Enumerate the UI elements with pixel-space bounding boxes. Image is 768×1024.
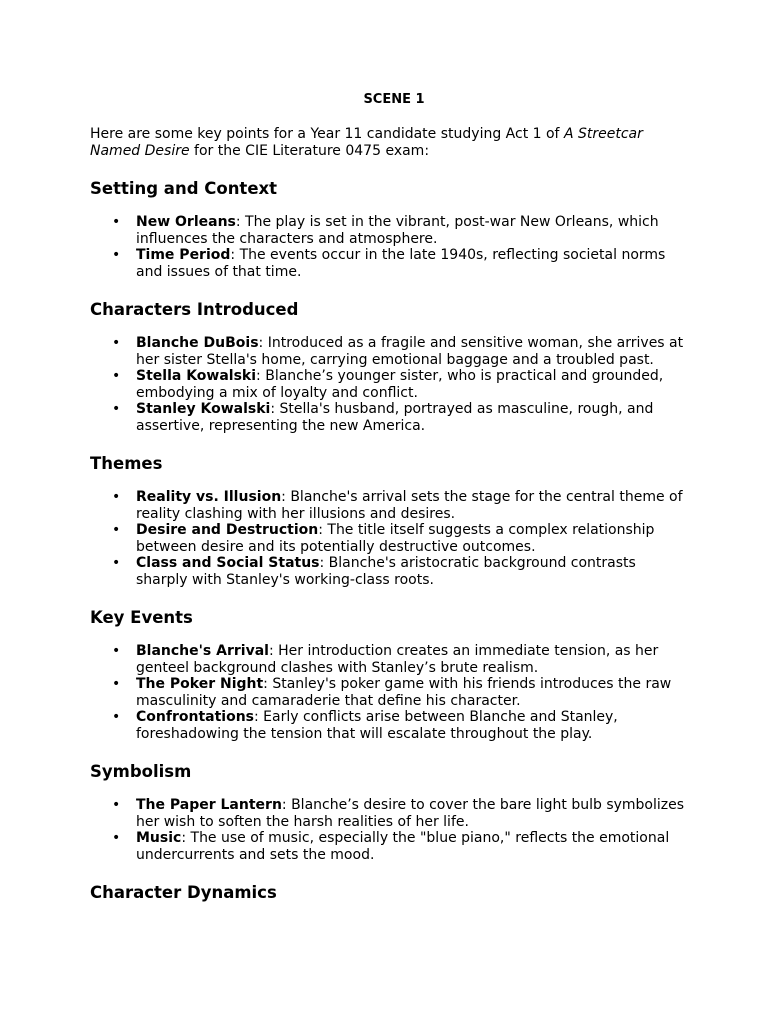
item-text: : Stanley's poker game with his friends introduces the raw masculinity and camaraderie that define his character. <box>136 676 672 709</box>
bullet-icon: • <box>112 335 121 351</box>
intro-text-before: Here are some key points for a Year 11 candidate studying Act 1 of <box>90 126 564 142</box>
list-item <box>90 489 690 522</box>
item-text: : The title itself suggests a complex relationship between desire and its potentially destructive outcomes. <box>136 522 655 555</box>
bullet-list <box>90 643 690 742</box>
section-themes <box>90 454 690 588</box>
item-text: : Her introduction creates an immediate tension, as her genteel background clashes with Stanley’s brute realism. <box>136 643 659 676</box>
item-term: New Orleans <box>136 214 236 230</box>
item-text: : Blanche's arrival sets the stage for the central theme of reality clashing with her illusions and desires. <box>136 489 683 522</box>
item-term: Time Period <box>136 247 231 263</box>
intro-paragraph <box>90 126 690 159</box>
bullet-list <box>90 214 690 280</box>
section-heading: Themes <box>90 454 163 473</box>
list-item <box>90 335 690 368</box>
section-symbolism <box>90 762 690 863</box>
play-title: A Streetcar Named Desire <box>90 126 643 159</box>
section-heading: Character Dynamics <box>90 883 277 902</box>
bullet-icon: • <box>112 676 121 692</box>
list-item <box>90 214 690 247</box>
item-term: The Poker Night <box>136 676 264 692</box>
list-item <box>90 709 690 742</box>
item-text: : Blanche’s younger sister, who is practical and grounded, embodying a mix of loyalty and conflict. <box>136 368 664 401</box>
document-page <box>90 91 690 918</box>
item-term: The Paper Lantern <box>136 797 282 813</box>
section-key-events <box>90 608 690 742</box>
item-text: : The events occur in the late 1940s, reflecting societal norms and issues of that time. <box>136 247 666 280</box>
item-term: Stanley Kowalski <box>136 401 271 417</box>
list-item <box>90 797 690 830</box>
list-item <box>90 555 690 588</box>
section-characters-introduced <box>90 300 690 434</box>
item-term: Class and Social Status <box>136 555 320 571</box>
section-heading: Symbolism <box>90 762 192 781</box>
section-heading: Key Events <box>90 608 193 627</box>
bullet-icon: • <box>112 214 121 230</box>
item-term: Music <box>136 830 182 846</box>
item-term: Confrontations <box>136 709 254 725</box>
section-heading: Characters Introduced <box>90 300 299 319</box>
bullet-icon: • <box>112 643 121 659</box>
bullet-icon: • <box>112 797 121 813</box>
bullet-icon: • <box>112 368 121 384</box>
item-text: : Introduced as a fragile and sensitive woman, she arrives at her sister Stella's home, carrying emotional baggage and a troubled past. <box>136 335 684 368</box>
bullet-icon: • <box>112 709 121 725</box>
item-text: : Blanche’s desire to cover the bare light bulb symbolizes her wish to soften the harsh realities of her life. <box>136 797 685 830</box>
section-setting-and-context <box>90 179 690 280</box>
bullet-icon: • <box>112 489 121 505</box>
item-text: : Early conflicts arise between Blanche and Stanley, foreshadowing the tension that will escalate throughout the play. <box>136 709 618 742</box>
intro-text-after: for the CIE Literature 0475 exam: <box>189 142 430 159</box>
bullet-icon: • <box>112 555 121 571</box>
item-text: : Blanche's aristocratic background contrasts sharply with Stanley's working-class roots. <box>136 555 636 588</box>
item-text: : The use of music, especially the "blue piano," reflects the emotional undercurrents and sets the mood. <box>136 830 670 863</box>
scene-title: SCENE 1 <box>363 92 425 107</box>
item-term: Blanche's Arrival <box>136 643 269 659</box>
list-item <box>90 676 690 709</box>
list-item <box>90 643 690 676</box>
bullet-icon: • <box>112 401 121 417</box>
item-text: : Stella's husband, portrayed as masculine, rough, and assertive, representing the new America. <box>136 401 654 434</box>
item-term: Desire and Destruction <box>136 522 319 538</box>
section-character-dynamics <box>90 883 690 903</box>
section-heading: Setting and Context <box>90 179 278 198</box>
list-item <box>90 368 690 401</box>
bullet-icon: • <box>112 522 121 538</box>
list-item <box>90 401 690 434</box>
bullet-list <box>90 489 690 588</box>
list-item <box>90 830 690 863</box>
bullet-list <box>90 797 690 863</box>
list-item <box>90 247 690 280</box>
bullet-icon: • <box>112 247 121 263</box>
list-item <box>90 522 690 555</box>
item-term: Blanche DuBois <box>136 335 259 351</box>
item-term: Reality vs. Illusion <box>136 489 282 505</box>
item-text: : The play is set in the vibrant, post-war New Orleans, which influences the characters and atmosphere. <box>136 214 659 247</box>
bullet-icon: • <box>112 830 121 846</box>
bullet-list <box>90 335 690 434</box>
item-term: Stella Kowalski <box>136 368 257 384</box>
